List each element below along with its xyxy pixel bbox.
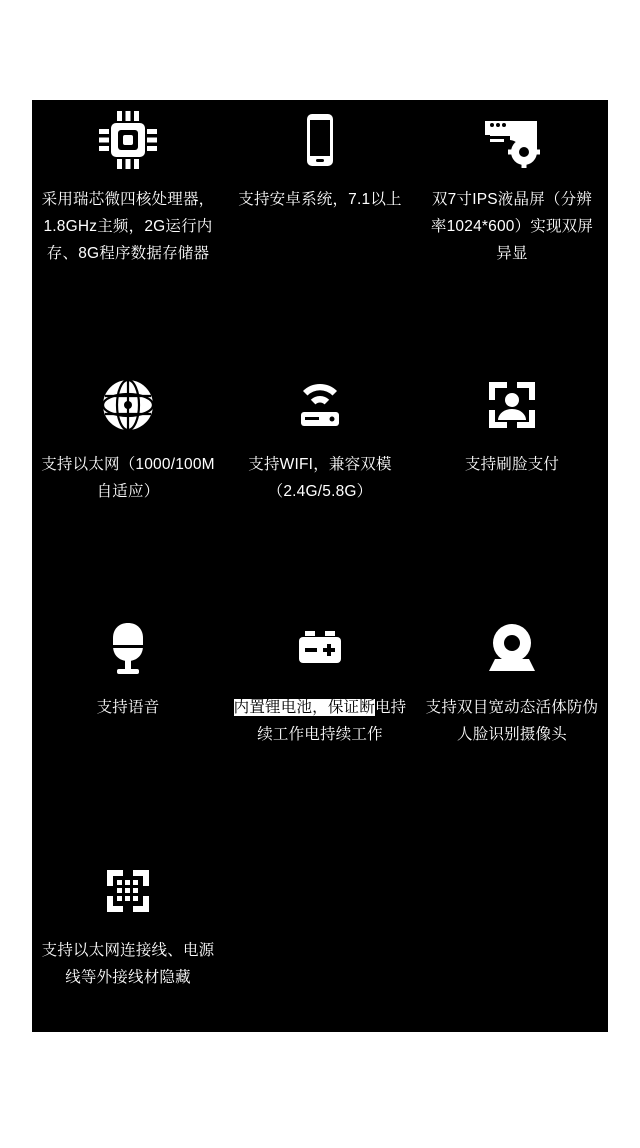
dual-screen-settings-icon [479,104,545,176]
camera-icon [481,612,543,684]
globe-network-icon [97,369,159,441]
feature-grid [32,100,608,1032]
cable-grid-icon [97,855,159,927]
smartphone-icon [289,104,351,176]
feature-item-camera[interactable] [416,594,608,841]
feature-caption: 支持双目宽动态活体防伪人脸识别摄像头 [425,699,599,743]
battery-icon [289,612,351,684]
feature-caption: 支持刷脸支付 [464,456,560,473]
feature-item-wifi[interactable] [224,347,416,594]
feature-caption-highlight: 内置锂电池，保证断 [233,699,375,716]
feature-item-cpu[interactable] [32,100,224,347]
feature-item-dual-screen[interactable] [416,100,608,347]
feature-caption: 支持安卓系统，7.1以上 [238,191,402,208]
feature-caption [233,694,407,748]
feature-item-ethernet[interactable] [32,347,224,594]
feature-caption-rest: 电持续工作电持续工作 [257,699,407,743]
feature-caption: 支持以太网连接线、电源线等外接线材隐藏 [41,942,215,986]
feature-item-voice[interactable] [32,594,224,841]
feature-item-face-pay[interactable] [416,347,608,594]
feature-caption: 采用瑞芯微四核处理器，1.8GHz主频，2G运行内存、8G程序数据存储器 [41,191,215,262]
feature-item-empty-1 [224,841,416,1032]
feature-caption: 支持语音 [96,699,160,716]
cpu-chip-icon [97,104,159,176]
wifi-router-icon [289,369,351,441]
feature-panel [32,100,608,1032]
feature-item-android[interactable] [224,100,416,347]
feature-item-battery[interactable] [224,594,416,841]
feature-item-empty-2 [416,841,608,1032]
feature-caption: 支持WIFI，兼容双模（2.4G/5.8G） [248,456,392,500]
microphone-icon [97,612,159,684]
feature-caption: 双7寸IPS液晶屏（分辨率1024*600）实现双屏异显 [430,191,594,262]
face-scan-icon [481,369,543,441]
feature-item-cable-hidden[interactable] [32,841,224,1032]
feature-caption: 支持以太网（1000/100M自适应） [41,456,215,500]
